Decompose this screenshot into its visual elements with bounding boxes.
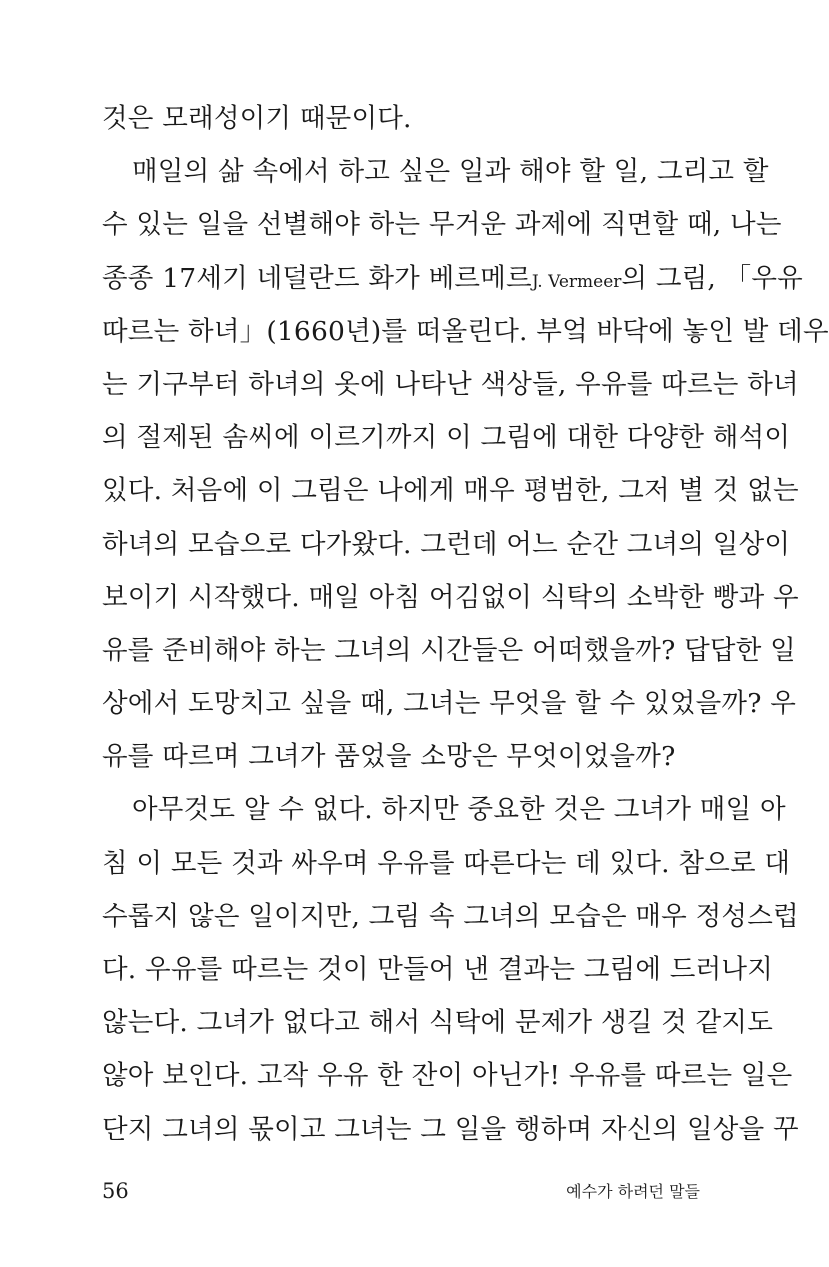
text-line: 것은 모래성이기 때문이다.	[102, 103, 412, 134]
text-line: 매일의 삶 속에서 하고 싶은 일과 해야 할 일, 그리고 할	[132, 156, 769, 188]
text-line: 않는다. 그녀가 없다고 해서 식탁에 문제가 생길 것 같지도	[102, 1007, 773, 1039]
text-line: 않아 보인다. 고작 우유 한 잔이 아닌가! 우유를 따르는 일은	[102, 1060, 793, 1092]
text-line: 수 있는 일을 선별해야 하는 무거운 과제에 직면할 때, 나는	[102, 209, 782, 241]
text-line-part: 의 그림, 「우유	[621, 262, 803, 294]
page-number: 56	[102, 1179, 129, 1203]
text-line: 단지 그녀의 몫이고 그녀는 그 일을 행하며 자신의 일상을 꾸	[102, 1113, 799, 1145]
text-line: 유를 따르며 그녀가 품었을 소망은 무엇이었을까?	[102, 741, 676, 773]
text-line: 수롭지 않은 일이지만, 그림 속 그녀의 모습은 매우 정성스럽	[102, 900, 799, 932]
text-line: 는 기구부터 하녀의 옷에 나타난 색상들, 우유를 따르는 하녀	[102, 368, 799, 400]
text-line: 침 이 모든 것과 싸우며 우유를 따른다는 데 있다. 참으로 대	[102, 847, 791, 879]
text-line: 하녀의 모습으로 다가왔다. 그런데 어느 순간 그녀의 일상이	[102, 528, 791, 560]
running-title: 예수가 하려던 말들	[566, 1182, 700, 1201]
artist-name-latin: J. Vermeer	[531, 271, 622, 292]
text-line: 의 절제된 솜씨에 이르기까지 이 그림에 대한 다양한 해석이	[102, 422, 791, 454]
text-line: 따르는 하녀」(1660년)를 떠올린다. 부엌 바닥에 놓인 발 데우	[102, 315, 829, 347]
text-line: 다. 우유를 따르는 것이 만들어 낸 결과는 그림에 드러나지	[102, 954, 773, 985]
body-text	[102, 92, 829, 1156]
text-line	[102, 252, 803, 305]
text-line: 아무것도 알 수 없다. 하지만 중요한 것은 그녀가 매일 아	[132, 794, 786, 826]
text-line: 상에서 도망치고 싶을 때, 그녀는 무엇을 할 수 있었을까? 우	[102, 688, 797, 720]
text-line: 있다. 처음에 이 그림은 나에게 매우 평범한, 그저 별 것 없는	[102, 475, 799, 507]
text-line: 보이기 시작했다. 매일 아침 어김없이 식탁의 소박한 빵과 우	[102, 581, 799, 613]
text-line-part: 종종 17세기 네덜란드 화가 베르메르	[102, 262, 532, 294]
text-line: 유를 준비해야 하는 그녀의 시간들은 어떠했을까? 답답한 일	[102, 634, 796, 666]
